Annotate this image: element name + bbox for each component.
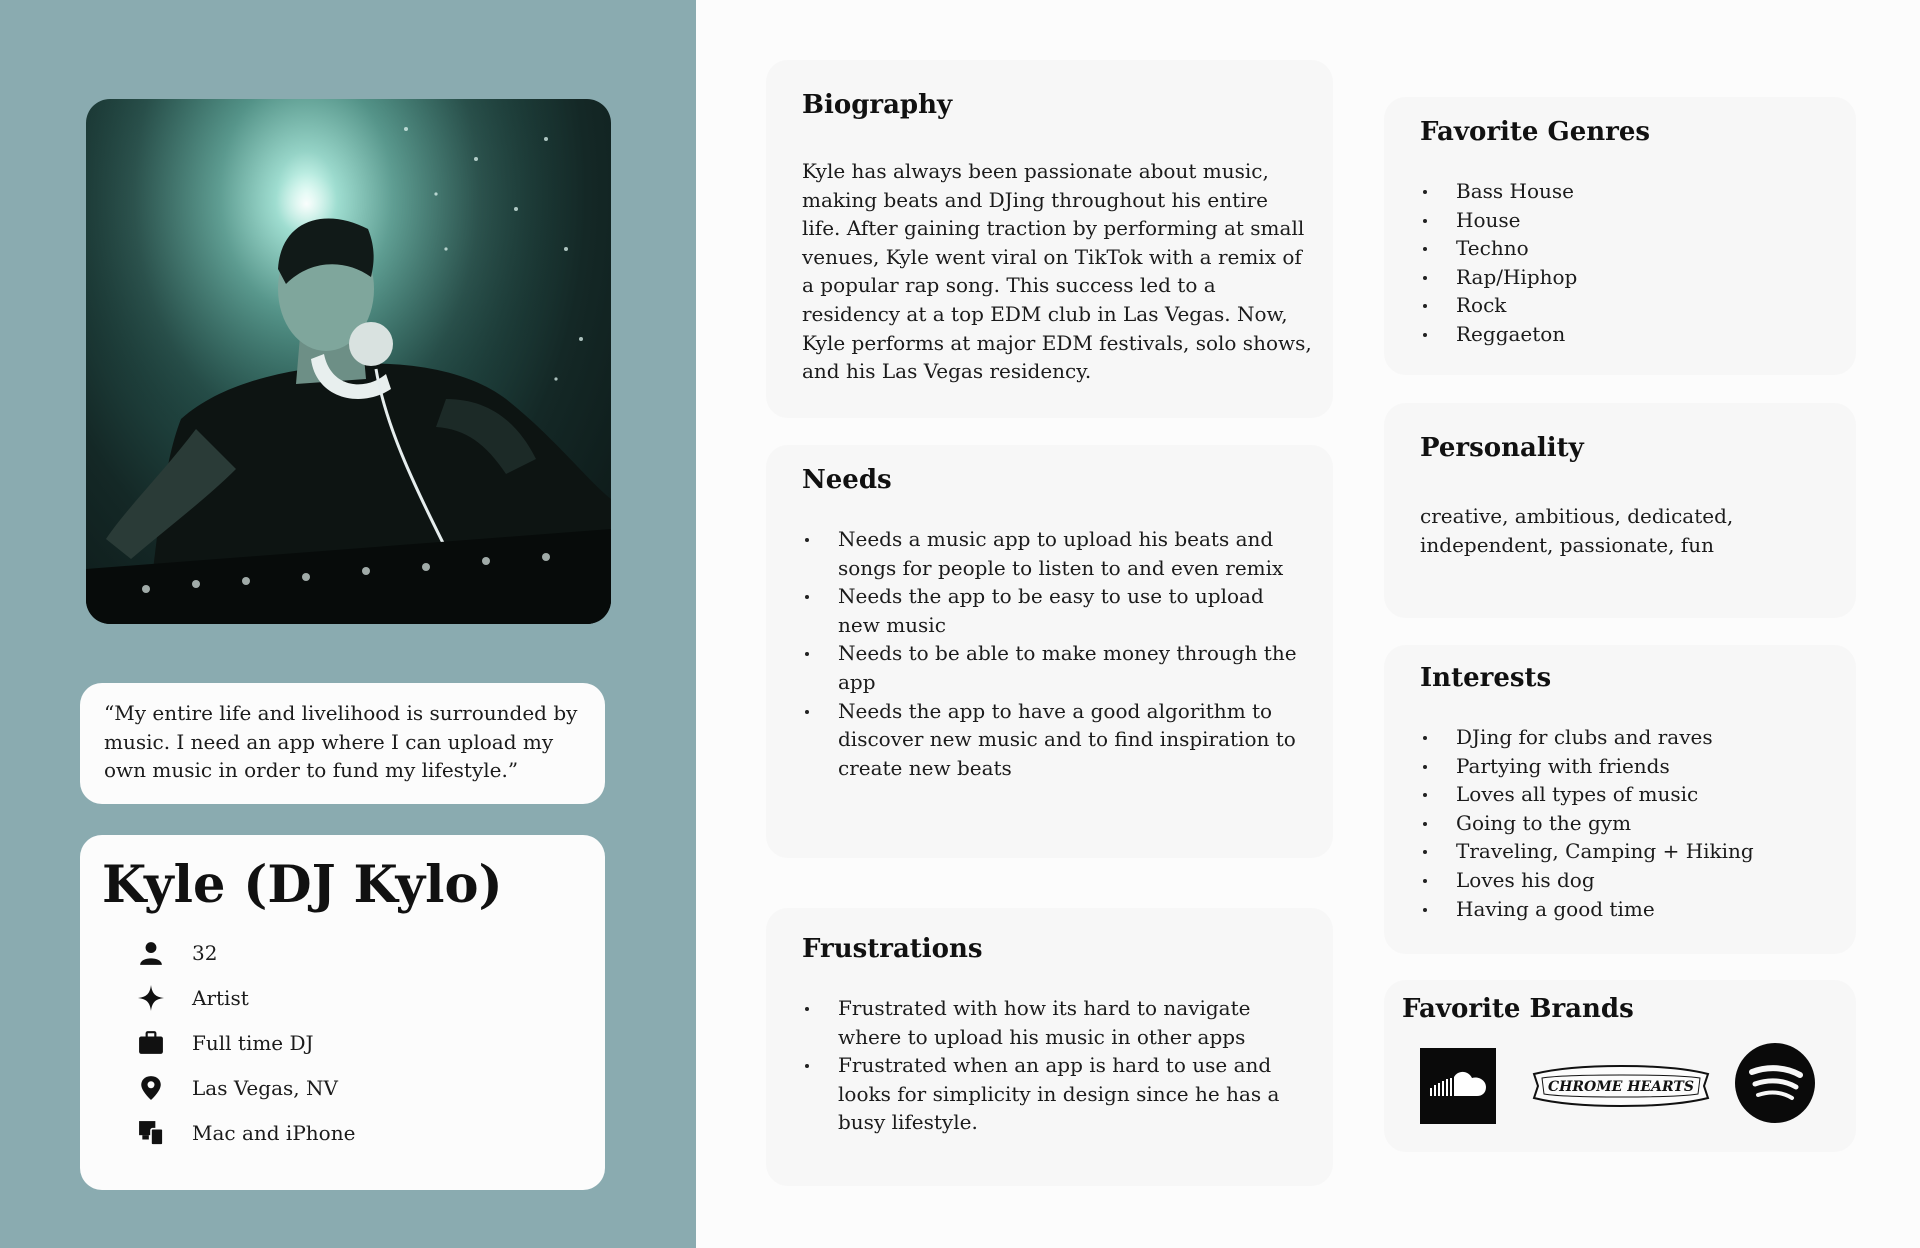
quote-card: [80, 683, 605, 804]
detail-devices-text: Mac and iPhone: [192, 1121, 356, 1145]
brands-title: Favorite Brands: [1402, 994, 1634, 1024]
list-item: Having a good time: [1420, 895, 1840, 924]
list-item: Partying with friends: [1420, 752, 1840, 781]
detail-location: [138, 1072, 338, 1104]
list-item: Rock: [1420, 291, 1840, 320]
personality-card: [1384, 403, 1856, 618]
chrome-hearts-logo-icon: [1528, 1060, 1714, 1112]
detail-job-text: Full time DJ: [192, 1031, 314, 1055]
sparkle-icon: [138, 985, 164, 1011]
genres-list: [1420, 177, 1840, 349]
soundcloud-logo-icon: [1420, 1048, 1496, 1124]
person-icon: [138, 940, 164, 966]
frustrations-title: Frustrations: [802, 934, 983, 964]
personality-text: creative, ambitious, dedicated, independent, passionate, fun: [1420, 504, 1734, 557]
profile-name: Kyle (DJ Kylo): [102, 855, 503, 915]
devices-icon: [138, 1120, 164, 1146]
list-item: Needs to be able to make money through the app: [802, 639, 1302, 696]
list-item: Going to the gym: [1420, 809, 1840, 838]
chrome-hearts-text: CHROME HEARTS: [1548, 1079, 1694, 1095]
biography-text: Kyle has always been passionate about music, making beats and DJing throughout his entire life. After gaining traction by performing at small venues, Kyle went viral on TikTok with a remix of a popular rap song. This success led to a residency at a top EDM club in Las Vegas. Now, Kyle performs at major EDM festivals, solo shows, and his Las Vegas residency.: [802, 159, 1312, 384]
needs-card: [766, 445, 1333, 858]
brands-card: [1384, 980, 1856, 1152]
briefcase-icon: [138, 1030, 164, 1056]
detail-age: [138, 937, 217, 969]
list-item: Frustrated when an app is hard to use and looks for simplicity in design since he has a busy lifestyle.: [802, 1051, 1312, 1137]
profile-photo: [86, 99, 611, 624]
biography-title: Biography: [802, 90, 953, 120]
detail-location-text: Las Vegas, NV: [192, 1076, 338, 1100]
list-item: Frustrated with how its hard to navigate where to upload his music in other apps: [802, 994, 1312, 1051]
needs-list: [802, 525, 1302, 782]
detail-occupation-text: Artist: [192, 986, 249, 1010]
list-item: Loves all types of music: [1420, 780, 1840, 809]
genres-title: Favorite Genres: [1420, 117, 1651, 147]
needs-title: Needs: [802, 465, 892, 495]
detail-age-text: 32: [192, 941, 218, 965]
list-item: Techno: [1420, 234, 1840, 263]
interests-list: [1420, 723, 1840, 923]
frustrations-list: [802, 994, 1312, 1137]
list-item: Needs a music app to upload his beats and songs for people to listen to and even remix: [802, 525, 1302, 582]
list-item: Reggaeton: [1420, 320, 1840, 349]
profile-card: [80, 835, 605, 1190]
list-item: Traveling, Camping + Hiking: [1420, 837, 1840, 866]
interests-title: Interests: [1420, 663, 1552, 693]
list-item: DJing for clubs and raves: [1420, 723, 1840, 752]
spotify-logo-icon: [1734, 1042, 1816, 1124]
list-item: House: [1420, 206, 1840, 235]
detail-devices: [138, 1117, 355, 1149]
list-item: Loves his dog: [1420, 866, 1840, 895]
frustrations-card: [766, 908, 1333, 1186]
list-item: Rap/Hiphop: [1420, 263, 1840, 292]
list-item: Needs the app to be easy to use to upload new music: [802, 582, 1302, 639]
detail-job: [138, 1027, 314, 1059]
list-item: Bass House: [1420, 177, 1840, 206]
detail-occupation: [138, 982, 249, 1014]
list-item: Needs the app to have a good algorithm to discover new music and to find inspiration to create new beats: [802, 697, 1302, 783]
interests-card: [1384, 645, 1856, 954]
biography-card: [766, 60, 1333, 418]
genres-card: [1384, 97, 1856, 375]
quote-text: “My entire life and livelihood is surrounded by music. I need an app where I can upload my own music in order to fund my lifestyle.”: [104, 701, 578, 782]
personality-title: Personality: [1420, 433, 1584, 463]
location-pin-icon: [138, 1075, 164, 1101]
